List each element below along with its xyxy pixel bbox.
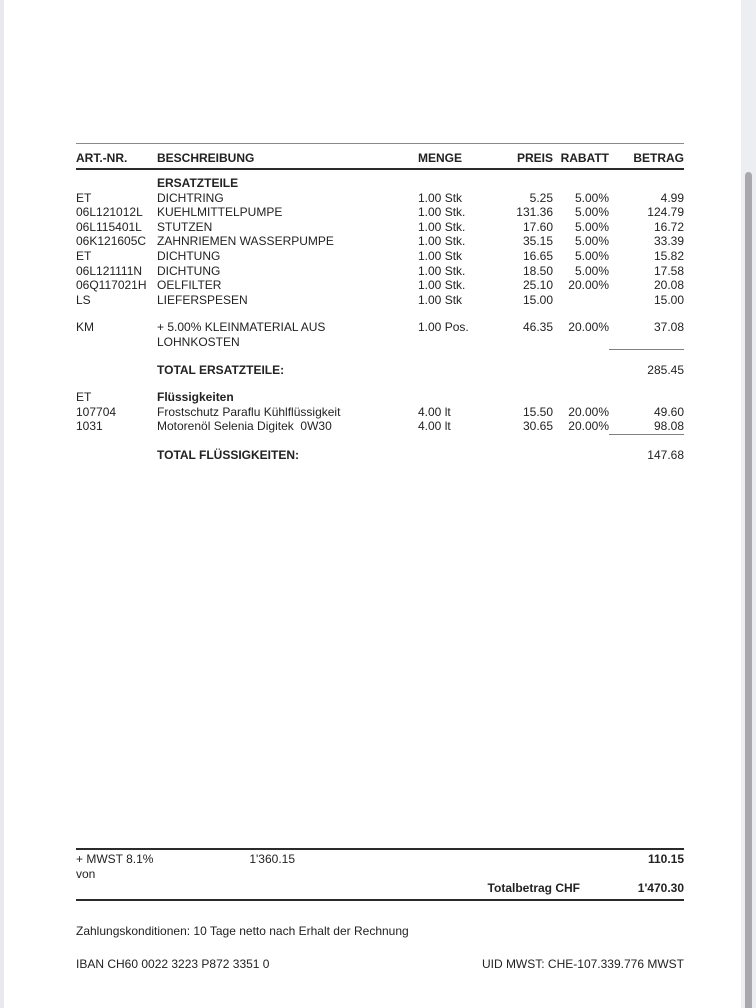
cell-art-nr [76, 176, 157, 177]
cell-rabatt [553, 390, 609, 391]
cell-rabatt [553, 293, 609, 294]
table-row [76, 419, 684, 435]
cell-art-nr [76, 363, 157, 364]
cell-art-nr [76, 350, 157, 351]
table-row [76, 293, 684, 308]
cell-preis [478, 307, 553, 308]
cell-art-nr: 06L121012L [76, 205, 143, 220]
cell-beschreibung: ERSATZTEILE [157, 176, 239, 190]
table-body [76, 176, 684, 463]
cell-preis: 5.25 [529, 190, 553, 205]
cell-preis: 25.10 [522, 278, 553, 293]
cell-preis [478, 448, 553, 449]
cell-menge: 1.00 Stk [418, 190, 463, 205]
cell-rabatt [553, 435, 609, 436]
cell-betrag [609, 350, 684, 351]
cell-beschreibung [157, 435, 418, 436]
page-left-edge [0, 0, 4, 1008]
cell-betrag: 16.72 [653, 219, 684, 234]
cell-art-nr: ET [76, 190, 92, 205]
cell-menge [418, 363, 478, 364]
total-amount: 1'470.30 [637, 881, 684, 895]
cell-menge: 1.00 Stk. [418, 278, 466, 293]
mwst-label: + MWST 8.1% von [76, 852, 154, 881]
cell-rabatt: 20.00% [568, 278, 609, 293]
cell-menge: 1.00 Stk. [418, 205, 466, 220]
table-row [76, 448, 684, 463]
cell-menge: 1.00 Stk. [418, 263, 466, 278]
col-header-menge: MENGE [418, 151, 463, 165]
cell-betrag: 33.39 [653, 234, 684, 249]
cell-rabatt: 5.00% [574, 205, 609, 220]
table-row [76, 205, 684, 220]
cell-art-nr [76, 448, 157, 449]
cell-beschreibung: DICHTUNG [157, 248, 221, 263]
cell-preis: 30.65 [522, 419, 553, 434]
cell-rabatt [553, 307, 609, 308]
cell-art-nr [76, 435, 157, 436]
invoice-table [76, 143, 684, 463]
cell-betrag: 37.08 [609, 320, 684, 349]
cell-betrag: 147.68 [647, 447, 684, 462]
col-header-preis: PREIS [516, 151, 553, 165]
cell-art-nr: 107704 [76, 404, 117, 419]
cell-beschreibung: LIEFERSPESEN [157, 292, 248, 307]
scrollbar-thumb[interactable] [745, 172, 752, 1008]
cell-menge [418, 435, 478, 436]
cell-betrag: 4.99 [660, 190, 684, 205]
cell-preis: 18.50 [522, 263, 553, 278]
cell-art-nr: 1031 [76, 419, 103, 434]
cell-beschreibung: DICHTRING [157, 190, 224, 205]
cell-menge [418, 350, 478, 351]
cell-preis: 46.35 [522, 320, 553, 335]
cell-betrag [609, 307, 684, 308]
payment-terms: Zahlungskonditionen: 10 Tage netto nach Erhalt der Rechnung [76, 924, 409, 938]
cell-beschreibung-line2: LOHNKOSTEN [157, 334, 240, 349]
uid-mwst: UID MWST: CHE-107.339.776 MWST [481, 957, 684, 971]
table-row [76, 390, 684, 405]
cell-rabatt: 20.00% [568, 320, 609, 335]
table-row [76, 363, 684, 378]
mwst-amount: 110.15 [647, 852, 684, 866]
table-row [76, 220, 684, 235]
cell-betrag: 15.00 [653, 292, 684, 307]
cell-art-nr [76, 377, 157, 378]
totals-section [76, 848, 684, 901]
cell-beschreibung: Motorenöl Selenia Digitek 0W30 [157, 419, 332, 434]
cell-art-nr: ET [76, 248, 92, 263]
total-row [76, 881, 684, 896]
table-row [76, 377, 684, 390]
cell-art-nr [76, 307, 157, 308]
cell-beschreibung: OELFILTER [157, 278, 222, 293]
cell-preis [478, 435, 553, 436]
cell-preis [478, 176, 553, 177]
mwst-base-amount: 1'360.15 [249, 852, 295, 866]
cell-betrag: 285.45 [647, 362, 684, 377]
cell-menge [418, 377, 478, 378]
cell-preis: 15.50 [522, 404, 553, 419]
cell-betrag: 98.08 [609, 419, 684, 435]
cell-menge: 4.00 lt [418, 419, 451, 434]
cell-beschreibung: TOTAL ERSATZTEILE: [157, 362, 285, 377]
cell-rabatt [553, 377, 609, 378]
table-row [76, 264, 684, 279]
table-row [76, 320, 684, 349]
cell-art-nr: 06L121111N [76, 263, 143, 278]
mwst-spacer [295, 852, 580, 881]
cell-betrag: 49.60 [653, 404, 684, 419]
cell-betrag [609, 390, 684, 391]
cell-beschreibung: TOTAL FLÜSSIGKEITEN: [157, 447, 300, 462]
table-row [76, 234, 684, 249]
table-row [76, 350, 684, 363]
cell-menge: 4.00 lt [418, 404, 451, 419]
table-row [76, 176, 684, 191]
cell-art-nr: ET [76, 390, 92, 405]
cell-preis: 35.15 [522, 234, 553, 249]
cell-beschreibung: Frostschutz Paraflu Kühlflüssigkeit [157, 404, 341, 419]
cell-art-nr: KM [76, 320, 94, 335]
cell-betrag [609, 176, 684, 177]
cell-menge: 1.00 Stk. [418, 219, 466, 234]
cell-beschreibung [157, 307, 418, 308]
cell-art-nr: 06L115401L [76, 219, 142, 234]
cell-rabatt: 5.00% [574, 190, 609, 205]
cell-preis [478, 377, 553, 378]
cell-rabatt [553, 350, 609, 351]
cell-preis [478, 350, 553, 351]
table-row [76, 191, 684, 206]
cell-beschreibung: DICHTUNG [157, 263, 221, 278]
cell-rabatt [553, 448, 609, 449]
table-row [76, 307, 684, 320]
cell-rabatt [553, 363, 609, 364]
cell-rabatt: 5.00% [574, 234, 609, 249]
cell-beschreibung [157, 350, 418, 351]
bank-line [76, 957, 684, 971]
cell-menge [418, 176, 478, 177]
cell-rabatt: 20.00% [568, 419, 609, 434]
cell-betrag: 20.08 [653, 278, 684, 293]
cell-menge [418, 307, 478, 308]
cell-beschreibung: STUTZEN [157, 219, 213, 234]
cell-art-nr: 06K121605C [76, 234, 147, 249]
cell-betrag [609, 377, 684, 378]
table-row [76, 278, 684, 293]
total-label: Totalbetrag CHF [487, 881, 580, 895]
cell-menge [418, 390, 478, 391]
cell-beschreibung: Flüssigkeiten [157, 390, 234, 405]
cell-beschreibung [157, 377, 418, 378]
mwst-row [76, 852, 684, 881]
cell-rabatt: 5.00% [574, 263, 609, 278]
cell-preis: 16.65 [522, 248, 553, 263]
cell-preis [478, 363, 553, 364]
cell-betrag: 15.82 [653, 248, 684, 263]
col-header-beschreibung: BESCHREIBUNG [157, 151, 255, 165]
cell-preis: 131.36 [516, 205, 553, 220]
cell-menge: 1.00 Stk. [418, 234, 466, 249]
cell-rabatt: 5.00% [574, 248, 609, 263]
iban: IBAN CH60 0022 3223 P872 3351 0 [76, 957, 270, 971]
cell-art-nr: LS [76, 292, 91, 307]
cell-menge: 1.00 Stk [418, 292, 463, 307]
cell-preis [478, 390, 553, 391]
cell-menge: 1.00 Stk [418, 248, 463, 263]
cell-betrag: 124.79 [647, 205, 684, 220]
table-row [76, 405, 684, 420]
cell-betrag: 17.58 [653, 263, 684, 278]
cell-rabatt: 20.00% [568, 404, 609, 419]
table-row [76, 249, 684, 264]
cell-art-nr: 06Q117021H [76, 278, 147, 293]
cell-rabatt: 5.00% [574, 219, 609, 234]
col-header-rabatt: RABATT [560, 151, 609, 165]
cell-beschreibung: + 5.00% KLEINMATERIAL AUS LOHNKOSTEN [157, 320, 418, 349]
cell-rabatt [553, 176, 609, 177]
cell-menge [418, 448, 478, 449]
cell-betrag [609, 435, 684, 436]
cell-preis: 15.00 [522, 292, 553, 307]
table-header-row [76, 143, 684, 170]
col-header-betrag: BETRAG [633, 151, 684, 165]
cell-menge: 1.00 Pos. [418, 320, 469, 335]
cell-beschreibung: KUEHLMITTELPUMPE [157, 205, 283, 220]
cell-preis: 17.60 [522, 219, 553, 234]
cell-beschreibung: ZAHNRIEMEN WASSERPUMPE [157, 234, 334, 249]
col-header-art-nr: ART.-NR. [76, 151, 128, 165]
table-row [76, 435, 684, 448]
